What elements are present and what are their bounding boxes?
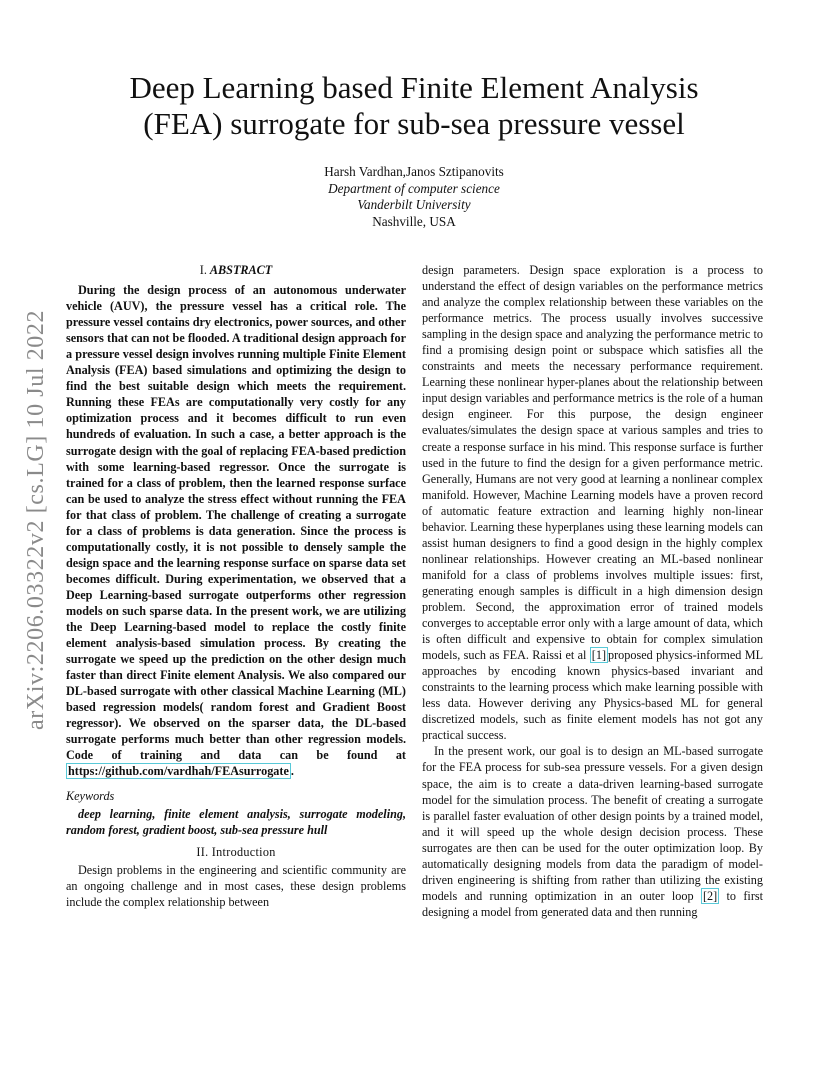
abstract-heading	[66, 262, 406, 278]
title-line-1: Deep Learning based Finite Element Analysis	[129, 70, 699, 105]
citation-link-2[interactable]: [2]	[702, 888, 718, 903]
right-paragraph-1-text-a: design parameters. Design space exploration is a process to understand the effect of design variables on the performance metrics and analyze the complex relationship between these variables on the performance metrics. The process usually involves successive sampling in the design space and analyzing the performance metric to find a promising design point or subspace which satisfies all the constraints and meets the necessary performance requirement. Learning these nonlinear hyper-planes about the relationship between input design variables and performance metrics is the role of a human design engineer. For this purpose, the design engineer evaluates/simulates the design space at various samples and tries to create a response surface in his mind. This response surface is further used in the future to find the design for a given performance metric. Generally, Humans are not very good at learning a nonlinear complex manifold. However, Machine Learning models have a proven record of automatic feature extraction and learning highly non-linear behavior. Learning these hyperplanes using these learning models can assist human designers to find a good design in the highly complex nonlinear relationships. However creating an ML-based nonlinear manifold for a class of problems involves multiple issues: first, generating enough samples is difficult in a high dimension design problem. Second, the approximation error of trained models converges to acceptable error only with a large amount of data, which is often difficult and expensive to obtain for complex simulation models, such as FEA. Raissi et al	[422, 263, 763, 663]
abstract-end: .	[290, 764, 294, 779]
right-paragraph-1-text-b: proposed physics-informed ML approaches by encoding known physics-based invariant and constraints to the learning process which make learning possible with less data. However deriving any Physics-based ML for general discretized models, such as finite element models has not got any practical success.	[422, 648, 764, 743]
arxiv-identifier: arXiv:2206.03322v2 [cs.LG] 10 Jul 2022	[23, 309, 49, 730]
right-paragraph-2-text-a: In the present work, our goal is to design an ML-based surrogate for the FEA process for sub-sea pressure vessels. For a given design space, the aim is to create a data-driven learning-based surrogate model for the simulation process. The benefit of creating a surrogate is parallel faster evaluation of other design points by a trained model, and it will speed up the whole design decision process. These surrogates are then can be used for the outer optimization loop. By automatically designing models from data the paradigm of model-driven engineering is shifting from rather than utilizing the existing models and running optimization in an outer loop	[422, 744, 763, 903]
right-paragraph-2	[422, 743, 763, 920]
right-paragraph-1	[422, 262, 763, 743]
paper-title	[80, 70, 748, 142]
citation-link-1[interactable]: [1]	[591, 648, 607, 663]
author-location: Nashville, USA	[372, 214, 456, 230]
abstract-body	[66, 282, 406, 779]
keywords-list: deep learning, finite element analysis, surrogate modeling, random forest, gradient boost, sub-sea pressure hull	[66, 806, 406, 837]
author-names: Harsh Vardhan,Janos Sztipanovits	[324, 164, 504, 179]
introduction-heading: II. Introduction	[196, 844, 276, 859]
abstract-text: During the design process of an autonomous underwater vehicle (AUV), the pressure vessel has a critical role. The pressure vessel contains dry electronics, power sources, and other sensors that can not be flooded. A traditional design approach for a pressure vessel design involves running multiple Finite Element Analysis (FEA) based simulations and optimizing the design to find the best suitable design which meets the requirement. Running these FEAs are computationally very costly for any optimization process and it becomes difficult to run even hundreds of evaluation. In such a case, a better approach is the surrogate design with the goal of replacing FEA-based prediction with some learning-based regressor. Once the surrogate is trained for a class of problem, then the learned response surface can be used to analyze the stress effect without running the FEA for that class of problem. The challenge of creating a surrogate for a class of problems is data generation. Since the process is computationally costly, it is not possible to densely sample the design space and the learning response surface on sparse data set becomes difficult. During experimentation, we observed that a Deep Learning-based surrogate outperforms other regression models on such sparse data. In the present work, we are utilizing the Deep Learning-based model to replace the costly finite element analysis-based simulation process. By creating the surrogate we speed up the prediction on the other design much faster than direct Finite element Analysis. We also compared our DL-based surrogate with other classical Machine Learning (ML) based regression models( random forest and Gradient Boost regressor). We observed on the sparser data, the DL-based surrogate performs much better than other regression models. Code of training and data can be found at	[66, 283, 406, 763]
code-repository-link[interactable]: https://github.com/vardhah/FEAsurrogate	[68, 764, 289, 779]
right-paragraph-2-text-b: to first designing a model from generated data and then running	[422, 888, 764, 919]
abstract-heading-text: ABSTRACT	[209, 263, 273, 277]
abstract-heading-number: I.	[199, 263, 207, 277]
left-column	[66, 262, 406, 910]
introduction-paragraph: Design problems in the engineering and scientific community are an ongoing challenge and in most cases, these design problems include the complex relationship between	[66, 862, 406, 909]
author-department: Department of computer science	[328, 180, 500, 196]
title-line-2: (FEA) surrogate for sub-sea pressure vessel	[143, 106, 685, 141]
author-university: Vanderbilt University	[357, 197, 471, 213]
keywords-heading: Keywords	[66, 788, 115, 803]
right-column	[422, 262, 763, 920]
author-block	[80, 164, 748, 231]
